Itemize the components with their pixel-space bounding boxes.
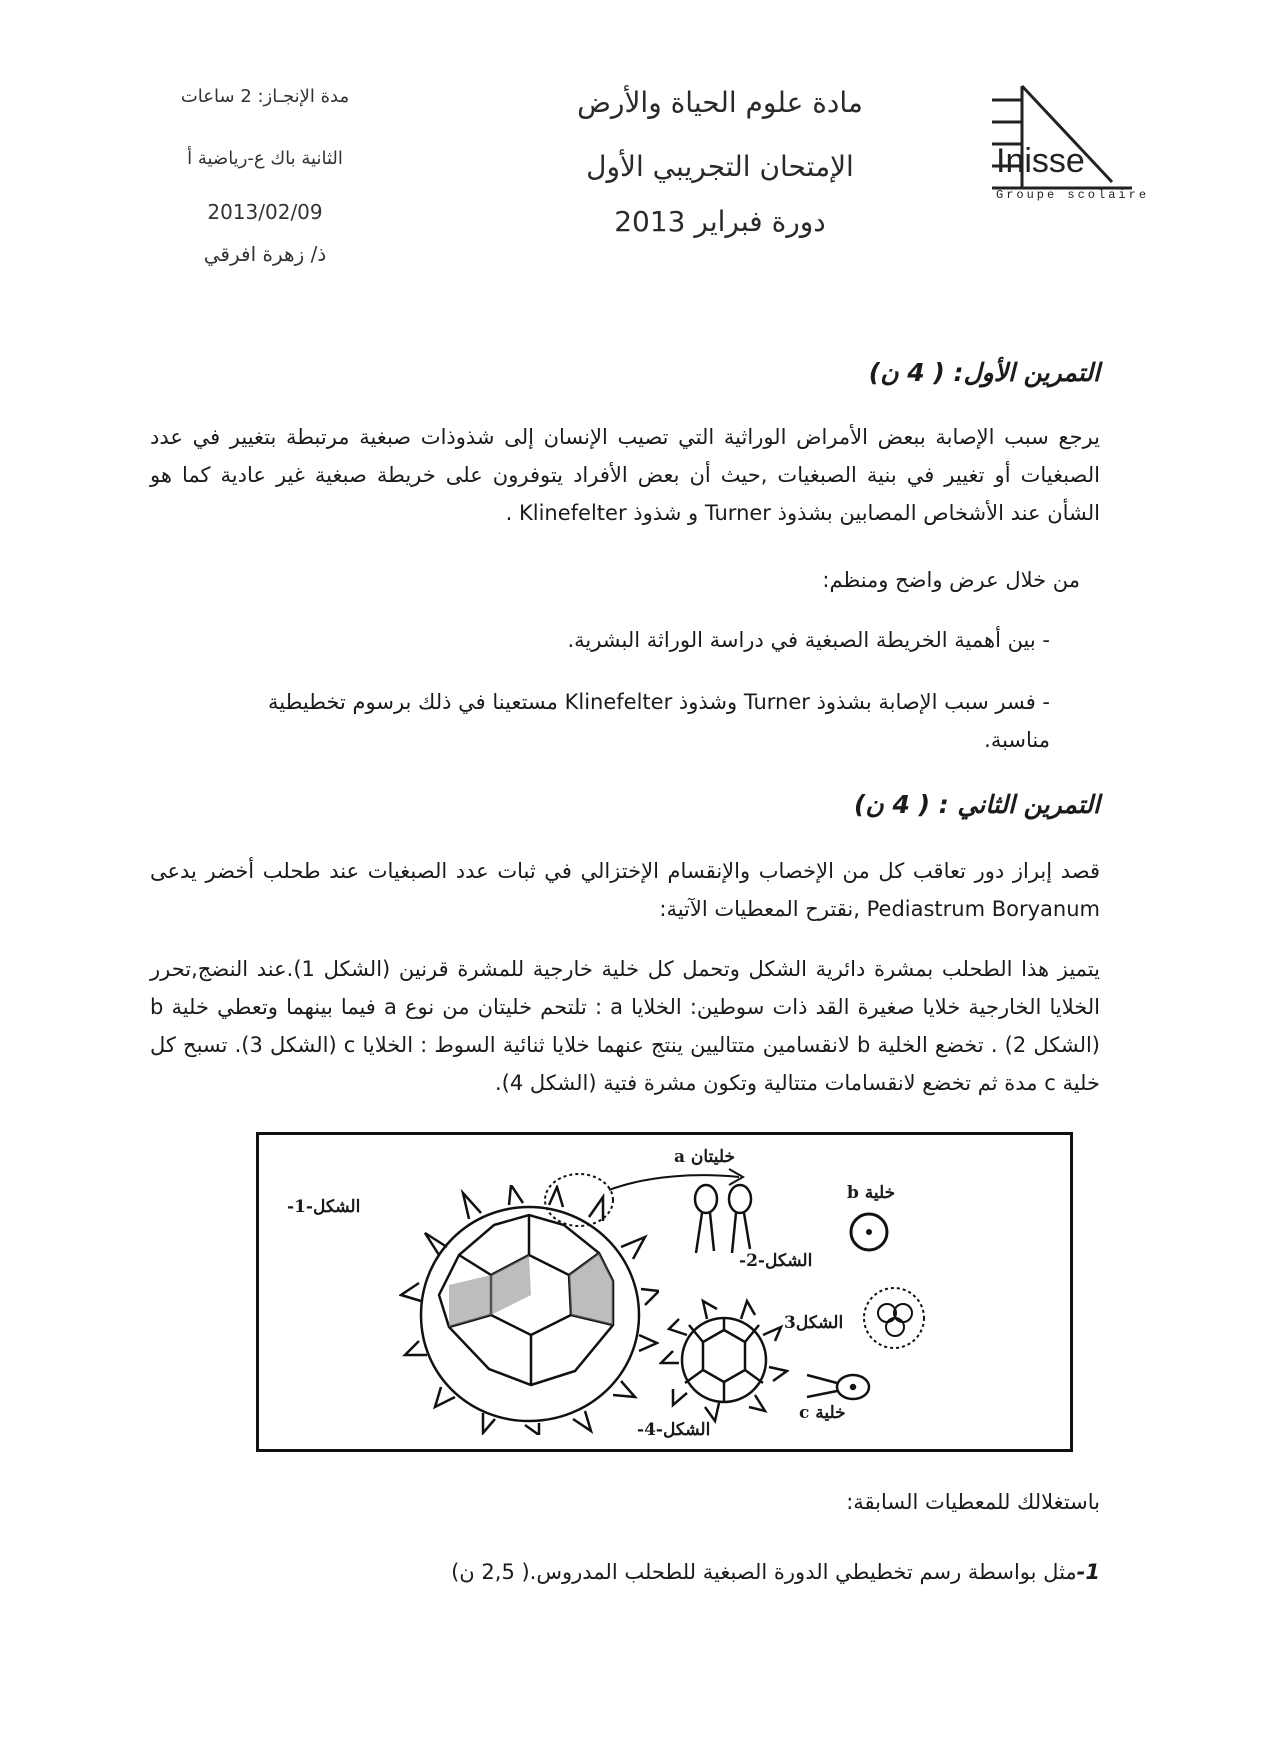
session-title: دورة فبراير 2013 — [614, 205, 826, 238]
exercise1-title: التمرين الأول: ( 4 ن) — [868, 358, 1100, 387]
question1-number: 1- — [1076, 1560, 1100, 1584]
exercise1-question2: - فسر سبب الإصابة بشذوذ Turner وشذوذ Klinefelter مستعينا في ذلك برسوم تخطيطية — [268, 690, 1050, 714]
exercise1-question1: - بين أهمية الخريطة الصبغية في دراسة الوراثة البشرية. — [567, 628, 1050, 652]
logo-subtitle: Groupe scolaire — [996, 188, 1150, 202]
figure3-tetrad-drawing — [859, 1283, 929, 1353]
exercise2-usage: باستغلالك للمعطيات السابقة: — [846, 1490, 1100, 1514]
exam-title: الإمتحان التجريبي الأول — [586, 150, 854, 183]
exam-duration: مدة الإنجـاز: 2 ساعات — [180, 86, 350, 107]
exercise1-paragraph: يرجع سبب الإصابة ببعض الأمراض الوراثية التي تصيب الإنسان إلى شذوذات صبغية مرتبطة بتغيير في عدد الصبغيات أو تغيير في بنية الصبغيات ,حيث أن بعض الأفراد يتوفرون على خريطة صبغية غير عادية كما هو الشأن عند الأشخاص المصابين بشذوذ Turner و شذوذ Klinefelter . — [150, 425, 1100, 525]
exercise2-title: التمرين الثاني : ( 4 ن) — [853, 790, 1100, 819]
logo-text: Inisse — [996, 142, 1085, 180]
cells-a-drawing — [684, 1173, 764, 1263]
exercise1-question2-cont: مناسبة. — [984, 728, 1050, 752]
figure-box — [256, 1132, 1073, 1452]
cell-c-label: خلية c — [799, 1403, 846, 1423]
figure2-label: الشكل-2- — [739, 1251, 813, 1271]
exercise2-paragraph1: قصد إبراز دور تعاقب كل من الإخصاب والإنقسام الإختزالي في ثبات عدد الصبغيات عند طحلب أخضر يدعى Pediastrum Boryanum ,نقترح المعطيات الآتية: — [150, 859, 1100, 921]
exercise2-paragraph2: يتميز هذا الطحلب بمشرة دائرية الشكل وتحمل كل خلية خارجية للمشرة قرنين (الشكل 1).عند النضج,تحرر الخلايا الخارجية خلايا صغيرة القد ذات سوطين: الخلايا a : تلتحم خليتان من نوع a فيما بينهما وتعطي خلية b (الشكل 2) . تخضع الخلية b لانقسامين متتاليين ينتج عنهما خلايا ثنائية السوط : الخلايا c (الشكل 3). تسبح كل خلية c مدة ثم تخضع لانقسامات متتالية وتكون مشرة فتية (الشكل 4). — [150, 957, 1101, 1095]
exam-date: 2013/02/09 — [207, 200, 323, 224]
cell-b-label: خلية b — [847, 1183, 896, 1203]
cells-a-label: خليتان a — [674, 1147, 735, 1167]
figure1-label: الشكل-1- — [287, 1197, 361, 1217]
question1-text: مثل بواسطة رسم تخطيطي الدورة الصبغية للطحلب المدروس.( 2,5 ن) — [451, 1560, 1077, 1584]
figure3-label: الشكل3 — [784, 1313, 844, 1333]
subject-title: مادة علوم الحياة والأرض — [577, 86, 863, 119]
young-colony-drawing — [659, 1295, 789, 1425]
cell-c-drawing — [799, 1367, 879, 1407]
class-level: الثانية باك ع-رياضية أ — [187, 148, 343, 169]
teacher-name: ذ/ زهرة افرقي — [203, 242, 327, 266]
exercise1-intro: من خلال عرض واضح ومنظم: — [822, 568, 1080, 592]
figure4-label: الشكل-4- — [637, 1420, 711, 1440]
exercise2-question1 — [150, 1560, 1100, 1584]
cell-b-drawing — [847, 1210, 891, 1254]
school-logo — [982, 82, 1182, 222]
